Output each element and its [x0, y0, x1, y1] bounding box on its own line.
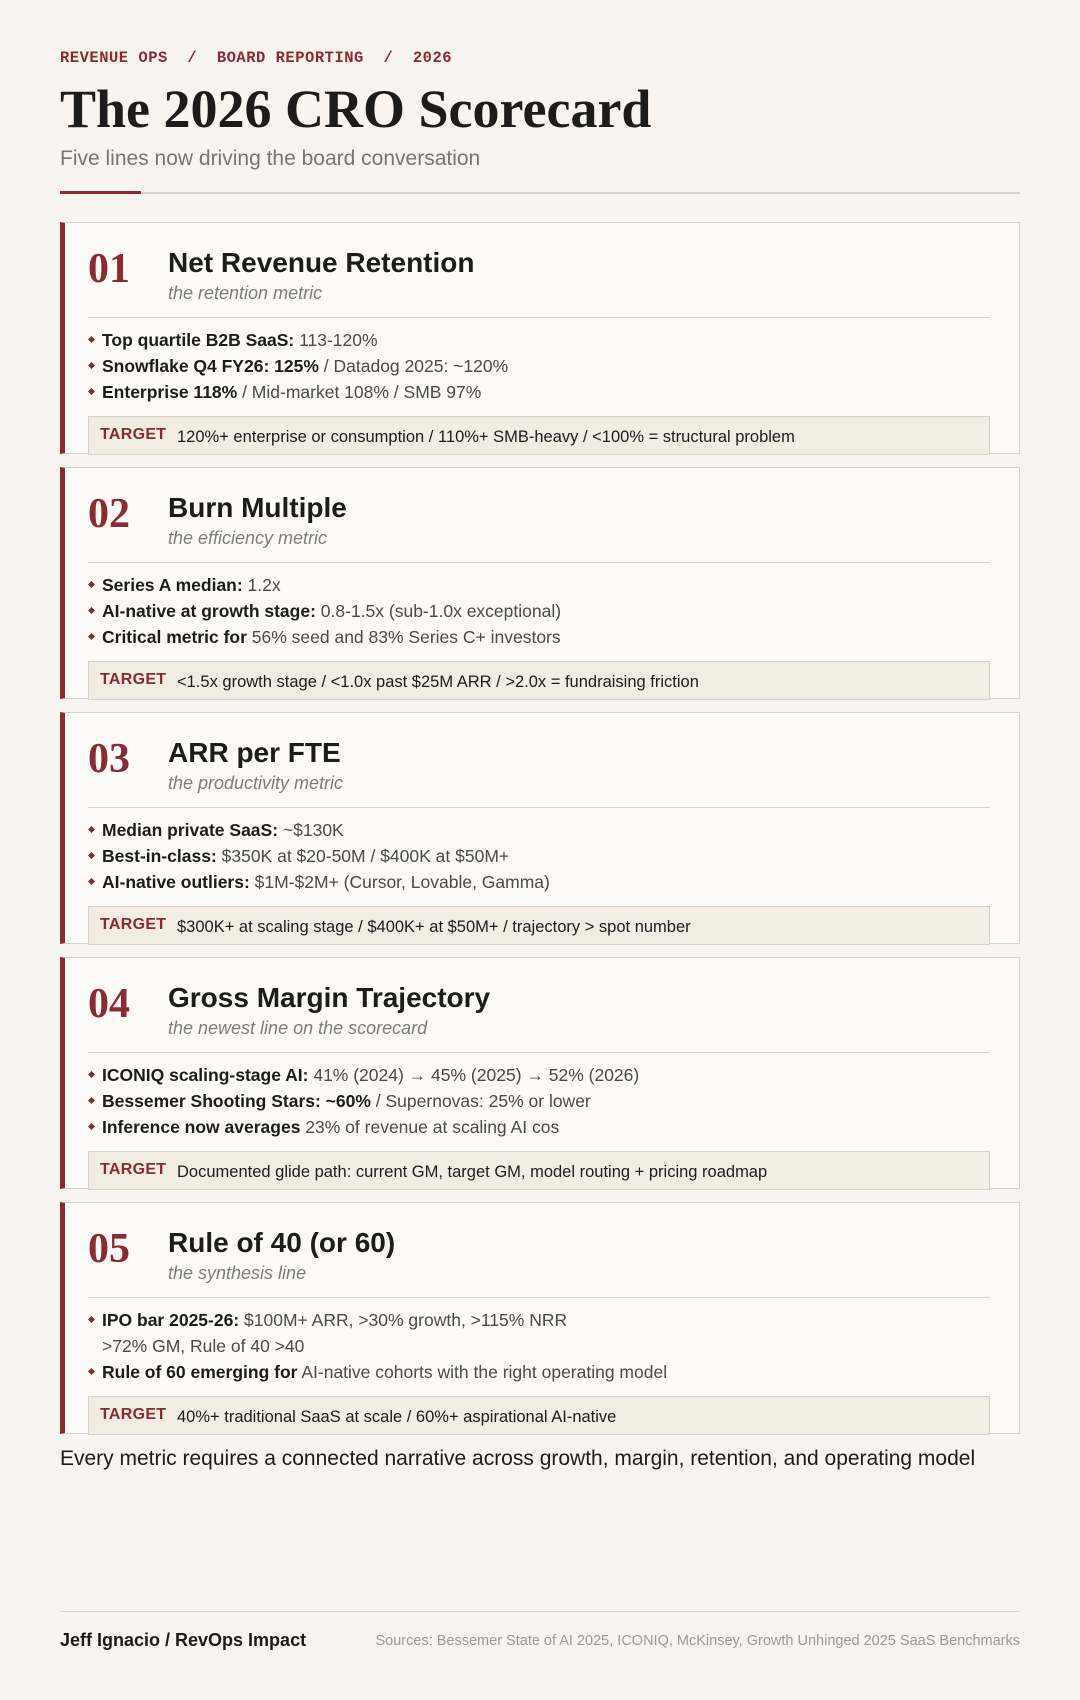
- bullet-highlight: Snowflake Q4 FY26: 125%: [102, 356, 319, 376]
- metric-tagline: the retention metric: [168, 283, 323, 303]
- target-text: 40%+ traditional SaaS at scale / 60%+ aspirational AI-native: [177, 1408, 617, 1426]
- metric-number: 04: [88, 981, 130, 1027]
- diamond-bullet-icon: [88, 336, 95, 343]
- footer-author: Jeff Ignacio / RevOps Impact: [60, 1630, 307, 1650]
- metric-tagline: the newest line on the scorecard: [168, 1018, 428, 1038]
- diamond-bullet-icon: [88, 826, 95, 833]
- target-box: [88, 906, 990, 945]
- diamond-bullet-icon: [88, 388, 95, 395]
- bullet-highlight: Bessemer Shooting Stars: ~60%: [102, 1091, 371, 1111]
- bullet-highlight: AI-native at growth stage:: [102, 601, 316, 621]
- metric-name: Rule of 40 (or 60): [168, 1227, 396, 1258]
- metric-number: 01: [88, 246, 130, 292]
- bullet-highlight: Inference now averages: [102, 1117, 301, 1137]
- metric-number: 03: [88, 736, 130, 782]
- metric-bullet: [88, 1307, 667, 1359]
- bullet-text: / Mid-market 108% / SMB 97%: [237, 382, 482, 402]
- closing-statement: Every metric requires a connected narrative across growth, margin, retention, and operating model: [60, 1447, 976, 1470]
- diamond-bullet-icon: [88, 581, 95, 588]
- metric-bullet: [88, 624, 561, 650]
- diamond-bullet-icon: [88, 1097, 95, 1104]
- bullet-continuation: >72% GM, Rule of 40 >40: [102, 1336, 305, 1356]
- bullet-text: / Supernovas: 25% or lower: [370, 1091, 591, 1111]
- bullet-text: $100M+ ARR, >30% growth, >115% NRR: [239, 1310, 568, 1330]
- header-divider: [60, 192, 1020, 194]
- metric-bullet: [88, 1359, 667, 1385]
- diamond-bullet-icon: [88, 607, 95, 614]
- bullet-text: 41% (2024) → 45% (2025) → 52% (2026): [308, 1065, 640, 1085]
- metric-card: [60, 712, 1020, 944]
- diamond-bullet-icon: [88, 878, 95, 885]
- bullet-text: 1.2x: [242, 575, 281, 595]
- bullet-highlight: ICONIQ scaling-stage AI:: [102, 1065, 309, 1085]
- metric-bullet-list: [88, 327, 508, 405]
- metric-card: [60, 467, 1020, 699]
- bullet-text: AI-native cohorts with the right operating model: [297, 1362, 668, 1382]
- target-label: TARGET: [100, 1406, 167, 1423]
- bullet-text: / Datadog 2025: ~120%: [318, 356, 509, 376]
- metric-bullet: [88, 869, 550, 895]
- bullet-text: 113-120%: [294, 330, 378, 350]
- metric-card: [60, 957, 1020, 1189]
- footer-sources: Sources: Bessemer State of AI 2025, ICONIQ, McKinsey, Growth Unhinged 2025 SaaS Benchmarks: [375, 1633, 1020, 1649]
- metric-bullet-list: [88, 1062, 639, 1140]
- metric-name: Gross Margin Trajectory: [168, 982, 491, 1013]
- metric-tagline: the efficiency metric: [168, 528, 328, 548]
- target-box: [88, 1151, 990, 1190]
- bullet-highlight: Top quartile B2B SaaS:: [102, 330, 295, 350]
- metric-divider: [88, 317, 990, 318]
- metric-bullet: [88, 1062, 639, 1088]
- metric-name: Net Revenue Retention: [168, 247, 475, 278]
- bullet-highlight: Enterprise 118%: [102, 382, 238, 402]
- diamond-bullet-icon: [88, 1316, 95, 1323]
- target-text: 120%+ enterprise or consumption / 110%+ SMB-heavy / <100% = structural problem: [177, 428, 795, 446]
- metric-divider: [88, 1052, 990, 1053]
- metric-bullet: [88, 572, 561, 598]
- metric-bullet-list: [88, 817, 550, 895]
- diamond-bullet-icon: [88, 362, 95, 369]
- page-title: The 2026 CRO Scorecard: [60, 79, 652, 139]
- metric-bullet: [88, 327, 508, 353]
- bullet-text: $350K at $20-50M / $400K at $50M+: [216, 846, 510, 866]
- target-label: TARGET: [100, 1161, 167, 1178]
- metric-name: ARR per FTE: [168, 737, 341, 768]
- metric-card: [60, 1202, 1020, 1434]
- header-divider-accent: [60, 191, 141, 194]
- bullet-highlight: IPO bar 2025-26:: [102, 1310, 240, 1330]
- metric-card: [60, 222, 1020, 454]
- bullet-highlight: Rule of 60 emerging for: [102, 1362, 298, 1382]
- bullet-highlight: Median private SaaS:: [102, 820, 279, 840]
- page-subtitle: Five lines now driving the board conversation: [60, 147, 481, 170]
- bullet-text: 0.8-1.5x (sub-1.0x exceptional): [315, 601, 562, 621]
- metric-name: Burn Multiple: [168, 492, 347, 523]
- bullet-text: 23% of revenue at scaling AI cos: [300, 1117, 560, 1137]
- bullet-highlight: Best-in-class:: [102, 846, 217, 866]
- metric-bullet-list: [88, 1307, 667, 1385]
- target-box: [88, 416, 990, 455]
- diamond-bullet-icon: [88, 1368, 95, 1375]
- target-box: [88, 661, 990, 700]
- metric-divider: [88, 807, 990, 808]
- metric-bullet: [88, 353, 508, 379]
- diamond-bullet-icon: [88, 1123, 95, 1130]
- metric-number: 05: [88, 1226, 130, 1272]
- metric-bullet: [88, 379, 508, 405]
- metric-cards: [60, 222, 1020, 1434]
- metric-bullet: [88, 817, 550, 843]
- target-text: Documented glide path: current GM, target GM, model routing + pricing roadmap: [177, 1163, 768, 1181]
- metric-bullet: [88, 843, 550, 869]
- metric-tagline: the synthesis line: [168, 1263, 307, 1283]
- diamond-bullet-icon: [88, 1071, 95, 1078]
- metric-divider: [88, 562, 990, 563]
- target-text: <1.5x growth stage / <1.0x past $25M ARR / >2.0x = fundraising friction: [177, 673, 699, 691]
- metric-bullet: [88, 1088, 639, 1114]
- diamond-bullet-icon: [88, 633, 95, 640]
- eyebrow-breadcrumb: REVENUE OPS / BOARD REPORTING / 2026: [60, 49, 453, 67]
- scorecard-page: [60, 0, 1020, 1471]
- target-label: TARGET: [100, 916, 167, 933]
- target-box: [88, 1396, 990, 1435]
- metric-divider: [88, 1297, 990, 1298]
- bullet-text: ~$130K: [278, 820, 344, 840]
- bullet-highlight: Series A median:: [102, 575, 243, 595]
- target-label: TARGET: [100, 426, 167, 443]
- target-label: TARGET: [100, 671, 167, 688]
- target-text: $300K+ at scaling stage / $400K+ at $50M+ / trajectory > spot number: [177, 918, 691, 936]
- footer: [60, 1611, 1020, 1650]
- metric-bullet-list: [88, 572, 561, 650]
- diamond-bullet-icon: [88, 852, 95, 859]
- metric-bullet: [88, 598, 561, 624]
- metric-number: 02: [88, 491, 130, 537]
- bullet-text: $1M-$2M+ (Cursor, Lovable, Gamma): [249, 872, 550, 892]
- metric-bullet: [88, 1114, 639, 1140]
- bullet-highlight: AI-native outliers:: [102, 872, 250, 892]
- metric-tagline: the productivity metric: [168, 773, 344, 793]
- bullet-text: 56% seed and 83% Series C+ investors: [246, 627, 561, 647]
- bullet-highlight: Critical metric for: [102, 627, 247, 647]
